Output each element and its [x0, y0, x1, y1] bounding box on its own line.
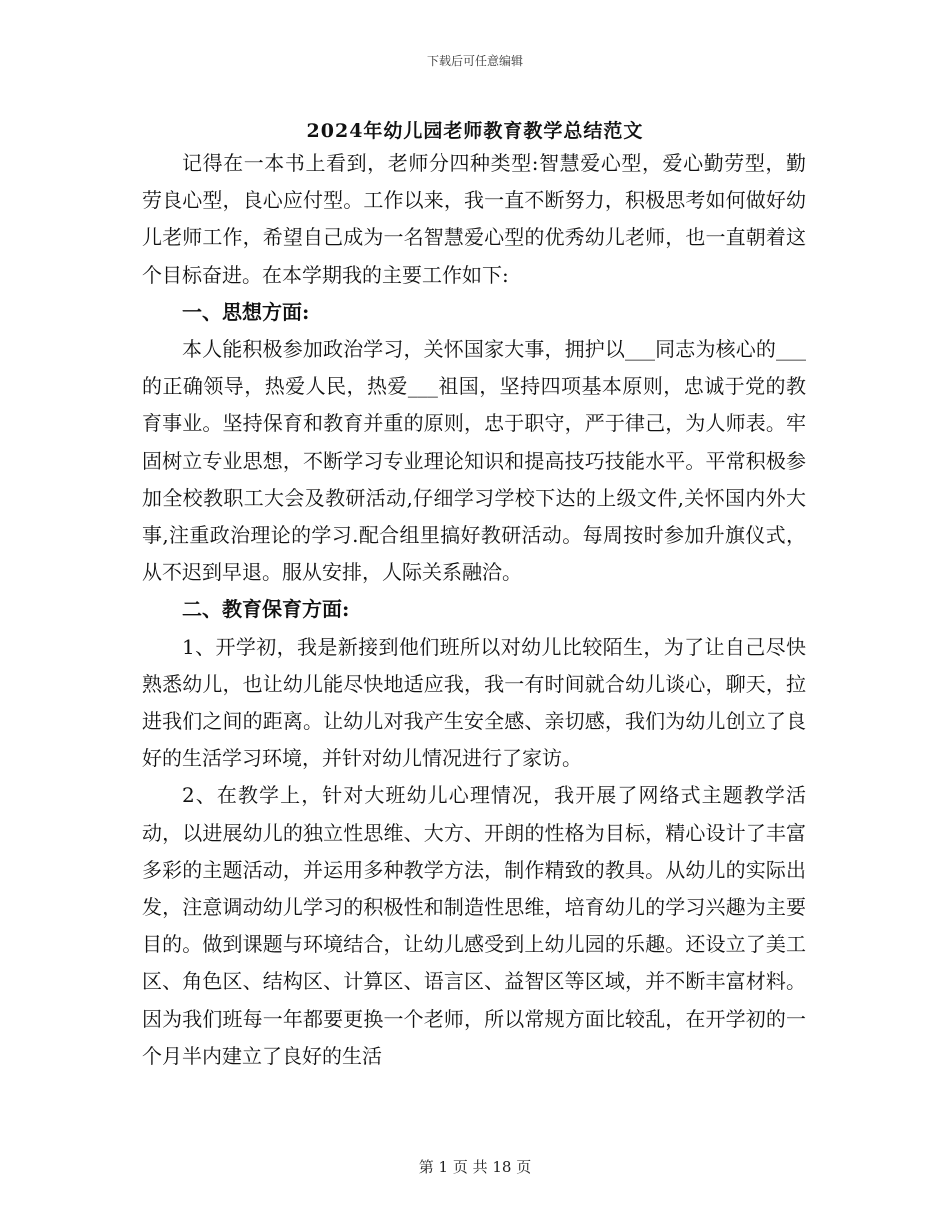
document-body: [142, 145, 806, 1075]
section-heading-education: 二、教育保育方面:: [182, 597, 350, 622]
page-number: 第 1 页 共 18 页: [418, 1158, 532, 1176]
section-thought-paragraph: 本人能积极参加政治学习，关怀国家大事，拥护以___同志为核心的___的正确领导，热爱人民，热爱___祖国，坚持四项基本原则，忠诚于党的教育事业。坚持保育和教育并重的原则，忠于职守，严于律己，为人师表。牢固树立专业思想，不断学习专业理论知识和提高技巧技能水平。平常积极参加全校教职工大会及教研活动,仔细学习学校下达的上级文件,关怀国内外大事,注重政治理论的学习.配合组里搞好教研活动。每周按时参加升旗仪式，从不迟到早退。服从安排，人际关系融洽。: [142, 337, 806, 585]
section-heading-thought: 一、思想方面:: [182, 299, 310, 324]
document-title: 2024年幼儿园老师教育教学总结范文: [306, 120, 644, 142]
education-paragraph-2: 2、在教学上，针对大班幼儿心理情况，我开展了网络式主题教学活动，以进展幼儿的独立性思维、大方、开朗的性格为目标，精心设计了丰富多彩的主题活动，并运用多种教学方法，制作精致的教具。从幼儿的实际出发，注意调动幼儿学习的积极性和制造性思维，培育幼儿的学习兴趣为主要目的。做到课题与环境结合，让幼儿感受到上幼儿园的乐趣。还设立了美工区、角色区、结构区、计算区、语言区、益智区等区域，并不断丰富材料。因为我们班每一年都要更换一个老师，所以常规方面比较乱，在开学初的一个月半内建立了良好的生活: [142, 783, 806, 1068]
education-paragraph-1: 1、开学初，我是新接到他们班所以对幼儿比较陌生，为了让自己尽快熟悉幼儿，也让幼儿能尽快地适应我，我一有时间就合幼儿谈心，聊天，拉进我们之间的距离。让幼儿对我产生安全感、亲切感，我们为幼儿创立了良好的生活学习环境，并针对幼儿情况进行了家访。: [142, 634, 806, 771]
page-header-note: 下载后可任意编辑: [426, 54, 523, 68]
intro-paragraph: 记得在一本书上看到，老师分四种类型:智慧爱心型，爱心勤劳型，勤劳良心型，良心应付型。工作以来，我一直不断努力，积极思考如何做好幼儿老师工作，希望自己成为一名智慧爱心型的优秀幼儿老师，也一直朝着这个目标奋进。在本学期我的主要工作如下:: [142, 151, 806, 287]
